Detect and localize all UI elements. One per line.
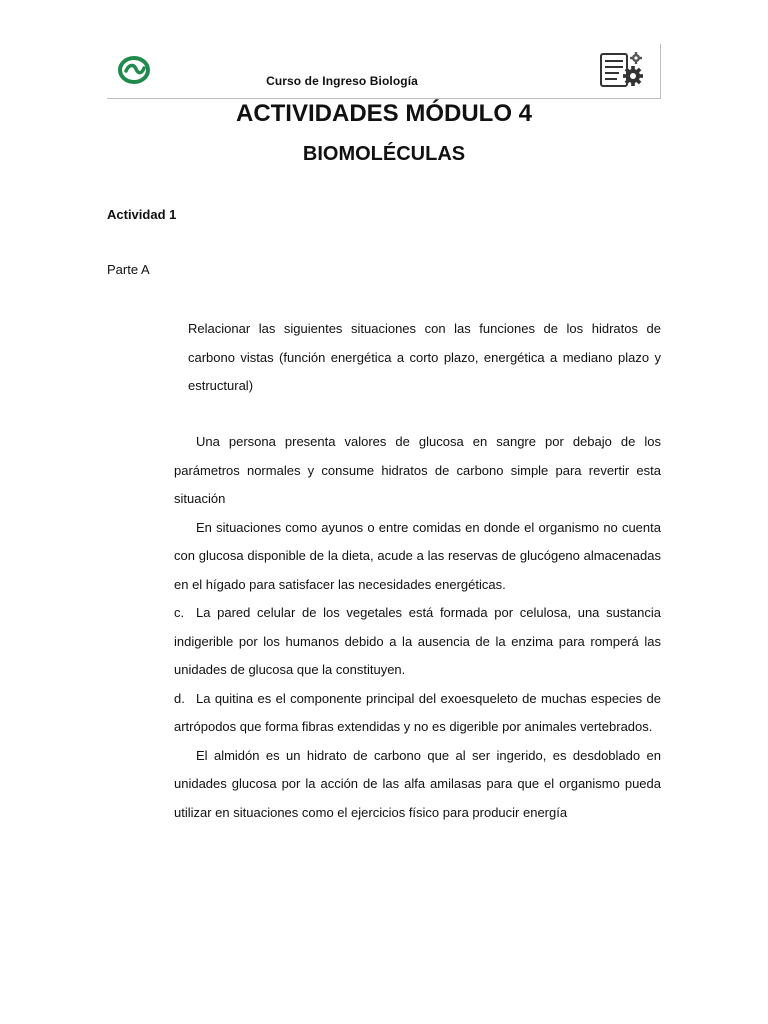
list-item [174, 514, 661, 600]
page-title: ACTIVIDADES MÓDULO 4 [235, 100, 532, 127]
course-name: Curso de Ingreso Biología [266, 74, 418, 88]
list-item [174, 685, 661, 742]
page-header [107, 44, 661, 99]
part-heading: Parte A [107, 262, 150, 277]
header-divider [660, 44, 661, 98]
situations-list [174, 428, 661, 827]
list-item-text: La quitina es el componente principal del exoesqueleto de muchas especies de artrópodos que forma fibras extendidas y no es digerible por animales vertebrados. [174, 690, 661, 734]
page-subtitle: BIOMOLÉCULAS [302, 143, 466, 165]
list-item-marker: c. [174, 605, 185, 620]
list-item [174, 428, 661, 514]
list-item-marker: d. [174, 690, 185, 706]
list-item-text: En situaciones como ayunos o entre comidas en donde el organismo no cuenta con glucosa disponible de la dieta, acude a las reservas de glucógeno almacenadas en el hígado para satisfacer las necesidades energéticas. [174, 519, 661, 592]
instruction-paragraph: Relacionar las siguientes situaciones con las funciones de los hidratos de carbono vistas (función energética a corto plazo, energética a mediano plazo y estructural) [188, 321, 661, 393]
list-item-text: La pared celular de los vegetales está formada por celulosa, una sustancia indigerible por los humanos debido a la ausencia de la enzima para romperá las unidades de glucosa que la constituyen. [174, 605, 661, 677]
document-gears-icon [599, 48, 647, 90]
list-item [174, 742, 661, 828]
activity-heading: Actividad 1 [107, 207, 177, 222]
list-item-text: El almidón es un hidrato de carbono que al ser ingerido, es desdoblado en unidades glucosa por la acción de las alfa amilasas para que el organismo pueda utilizar en situaciones como el ejercicios físico para producir energía [174, 747, 661, 820]
list-item-text: Una persona presenta valores de glucosa en sangre por debajo de los parámetros normales y consume hidratos de carbono simple para revertir esta situación [174, 434, 661, 506]
list-item [174, 599, 661, 685]
